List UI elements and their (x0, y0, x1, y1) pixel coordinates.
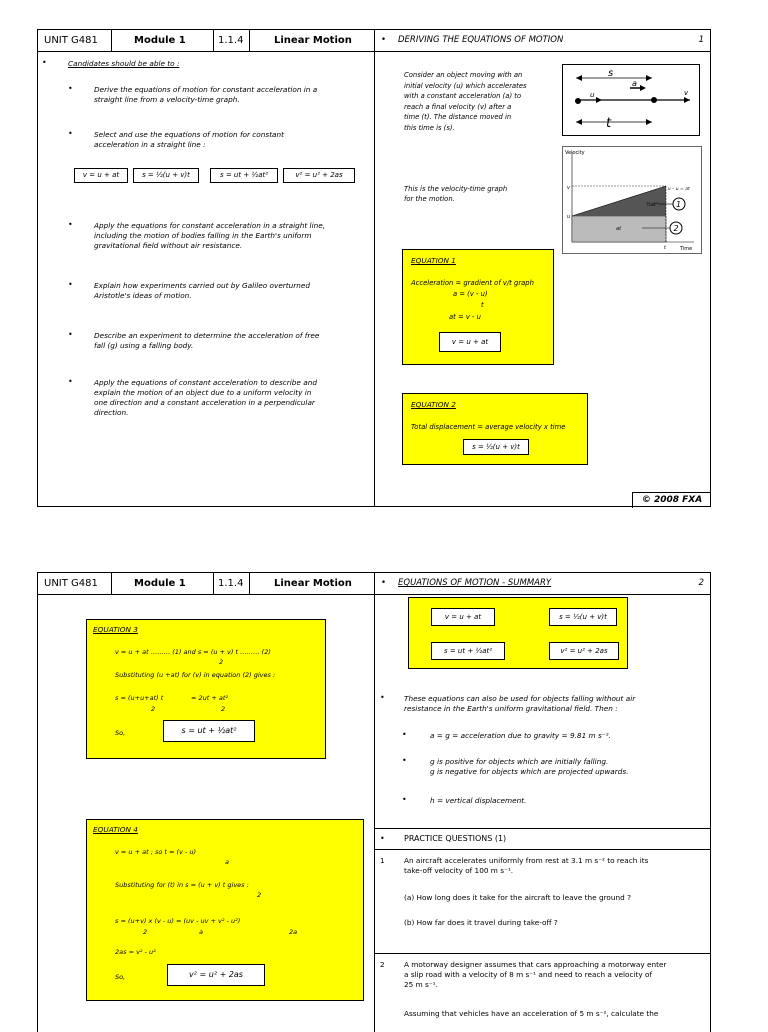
graph-at-label: at (616, 226, 622, 232)
unit-cell: UNIT G481 (38, 30, 112, 51)
equation-2-box (402, 393, 588, 465)
consider-text: Consider an object moving with an initial velocity (u) which accelerates with a constant acceleration (a) to reach a final velocity (v) after a time (t). The distance moved in this time is (s). (404, 71, 527, 132)
equation-2-title: EQUATION 2 (411, 400, 456, 409)
equation-1-box (402, 249, 554, 365)
graph-v-tick: v (567, 185, 570, 191)
equation-3-line3: s = (u+u+at) t (115, 694, 164, 702)
topic-cell: Linear Motion (250, 30, 375, 51)
question-2-continued: Assuming that vehicles have an acceleration of 5 m s⁻², calculate the (404, 1009, 659, 1018)
module-cell: Module 1 (112, 573, 214, 594)
right-title-cell: • DERIVING THE EQUATIONS OF MOTION 1 (375, 30, 710, 51)
unit-cell: UNIT G481 (38, 573, 112, 594)
bullet: • (402, 756, 407, 765)
equation-1-result: v = u + at (439, 332, 501, 352)
right-title-cell: • EQUATIONS OF MOTION - SUMMARY 2 (375, 573, 710, 594)
column-divider (374, 573, 375, 1032)
objective-5: Describe an experiment to determine the acceleration of free fall (g) using a falling body. (94, 331, 320, 350)
equation-2-result: s = ½(u + v)t (463, 439, 529, 455)
question-2-number: 2 (380, 960, 385, 969)
equation-3-line3-denominator: 2 (151, 705, 156, 713)
bullet: • (68, 377, 73, 386)
equation-box: v = u + at (74, 168, 128, 183)
practice-header: • PRACTICE QUESTIONS (1) (374, 828, 710, 850)
question-1a: (a) How long does it take for the aircraft to leave the ground ? (404, 893, 631, 902)
equation-3-line3-denominator-right: 2 (221, 705, 226, 713)
equation-4-so: So, (115, 973, 126, 981)
equation-3-title: EQUATION 3 (93, 625, 138, 634)
intro-text: Candidates should be able to : (68, 59, 180, 68)
code-cell: 1.1.4 (214, 573, 250, 594)
graph-u-tick: u (567, 214, 571, 220)
equation-3-so: So, (115, 729, 126, 737)
graph-y-label: Velocity (565, 150, 585, 156)
equation-3-result: s = ut + ½at² (163, 720, 255, 742)
objective-4: Explain how experiments carried out by Galileo overturned Aristotle's ideas of motion. (94, 281, 311, 300)
equation-4-line3-d1: 2 (143, 928, 148, 936)
equation-1-line4: at = v - u (449, 313, 481, 321)
motion-diagram (562, 64, 700, 136)
gravity-line-2: g is positive for objects which are initially falling. g is negative for objects which are projected upwards. (430, 757, 629, 776)
page-number: 1 (698, 35, 704, 45)
diagram-s-label: s (608, 68, 614, 79)
equation-4-line4: 2as = v² - u² (115, 948, 156, 956)
bullet: • (68, 84, 73, 93)
topic-cell: Linear Motion (250, 573, 375, 594)
graph-circle-2: 1 (676, 200, 682, 209)
module-cell: Module 1 (112, 30, 214, 51)
falling-text: These equations can also be used for objects falling without air resistance in the Earth's uniform gravitational field. Then : (404, 694, 636, 713)
equation-1-title: EQUATION 1 (411, 256, 456, 265)
equation-4-line1-denominator: a (225, 858, 229, 866)
equation-4-line3: s = (u+v) x (v - u) = (uv - uv + v² - u²) (115, 917, 241, 925)
equation-4-line1: v = u + at ; so t = (v - u) (115, 848, 197, 856)
graph-x-label: Time (680, 246, 693, 252)
gravity-line-1: a = g = acceleration due to gravity = 9.81 m s⁻². (430, 731, 611, 740)
page-1 (37, 29, 711, 507)
equation-3-line3-right: = 2ut + at² (191, 694, 229, 702)
page-number: 2 (698, 578, 704, 588)
equation-1-line2: a = (v - u) (453, 290, 488, 298)
question-1b: (b) How far does it travel during take-off ? (404, 918, 558, 927)
summary-eq-1: v = u + at (431, 608, 495, 626)
equation-4-line3-d2: a (199, 928, 203, 936)
graph-t-tick: t (664, 245, 666, 251)
equation-3-line2: Substituting (u +at) for (v) in equation (2) gives : (115, 671, 276, 679)
objective-2: Select and use the equations of motion for constant acceleration in a straight line : (94, 130, 285, 149)
equation-4-box (86, 819, 364, 1001)
copyright-footer: © 2008 FXA (632, 492, 711, 508)
vt-graph-text: This is the velocity-time graph for the motion. (404, 185, 508, 203)
equation-4-line2-denominator: 2 (257, 891, 262, 899)
bullet: • (42, 58, 47, 67)
bullet: • (68, 220, 73, 229)
objective-6: Apply the equations of constant acceleration to describe and explain the motion of an object due to a uniform velocity in one direction and a constant acceleration in a perpendicular direction. (94, 378, 317, 417)
velocity-time-graph (562, 146, 702, 254)
bullet: • (380, 693, 385, 702)
graph-half-label: ½at² (646, 202, 658, 208)
bullet: • (68, 129, 73, 138)
objective-1: Derive the equations of motion for constant acceleration in a straight line from a velocity-time graph. (94, 85, 318, 104)
equation-4-result: v² = u² + 2as (167, 964, 265, 986)
diagram-a-label: a (632, 79, 637, 88)
objective-3: Apply the equations for constant acceleration in a straight line, including the motion of bodies falling in the Earth's uniform gravitational field without air resistance. (94, 221, 326, 250)
equation-1-line1: Acceleration = gradient of v/t graph (411, 279, 534, 287)
summary-box (408, 597, 628, 669)
column-divider (374, 30, 375, 506)
bullet: • (402, 730, 407, 739)
diagram-v-label: v (684, 89, 689, 97)
question-1: An aircraft accelerates uniformly from rest at 3.1 m s⁻² to reach its take-off velocity of 100 m s⁻¹. (404, 856, 649, 875)
equation-box: s = ut + ½at² (210, 168, 278, 183)
summary-eq-2: s = ½(u + v)t (549, 608, 617, 626)
equation-1-line3: t (481, 301, 484, 309)
graph-circle-1: 2 (673, 224, 679, 233)
bullet: • (68, 330, 73, 339)
code-cell: 1.1.4 (214, 30, 250, 51)
equation-3-box (86, 619, 326, 759)
diagram-u-label: u (590, 91, 595, 99)
question-divider (374, 953, 710, 954)
graph-vu-label: v – u = at (668, 187, 690, 192)
equation-4-title: EQUATION 4 (93, 825, 138, 834)
question-2: A motorway designer assumes that cars approaching a motorway enter a slip road with a velocity of 8 m s⁻¹ and need to reach a velocity of 25 m s⁻¹. (404, 960, 667, 989)
equation-2-line1: Total displacement = average velocity x time (411, 423, 566, 431)
equation-3-line1: v = u + at ……… (1) and s = (u + v) t ……… (2) (115, 648, 271, 656)
question-1-number: 1 (380, 856, 385, 865)
equation-box: v² = u² + 2as (283, 168, 355, 183)
diagram-t-label: t (606, 116, 612, 131)
equation-3-line1-denominator: 2 (219, 658, 224, 666)
page-2 (37, 572, 711, 1032)
bullet: • (402, 795, 407, 804)
summary-eq-4: v² = u² + 2as (549, 642, 619, 660)
equation-4-line2: Substituting for (t) in s = (u + v) t gives : (115, 881, 249, 889)
summary-eq-3: s = ut + ½at² (431, 642, 505, 660)
equation-box: s = ½(u + v)t (133, 168, 199, 183)
equation-4-line3-d3: 2a (289, 928, 298, 936)
bullet: • (68, 280, 73, 289)
gravity-line-3: h = vertical displacement. (430, 796, 527, 805)
